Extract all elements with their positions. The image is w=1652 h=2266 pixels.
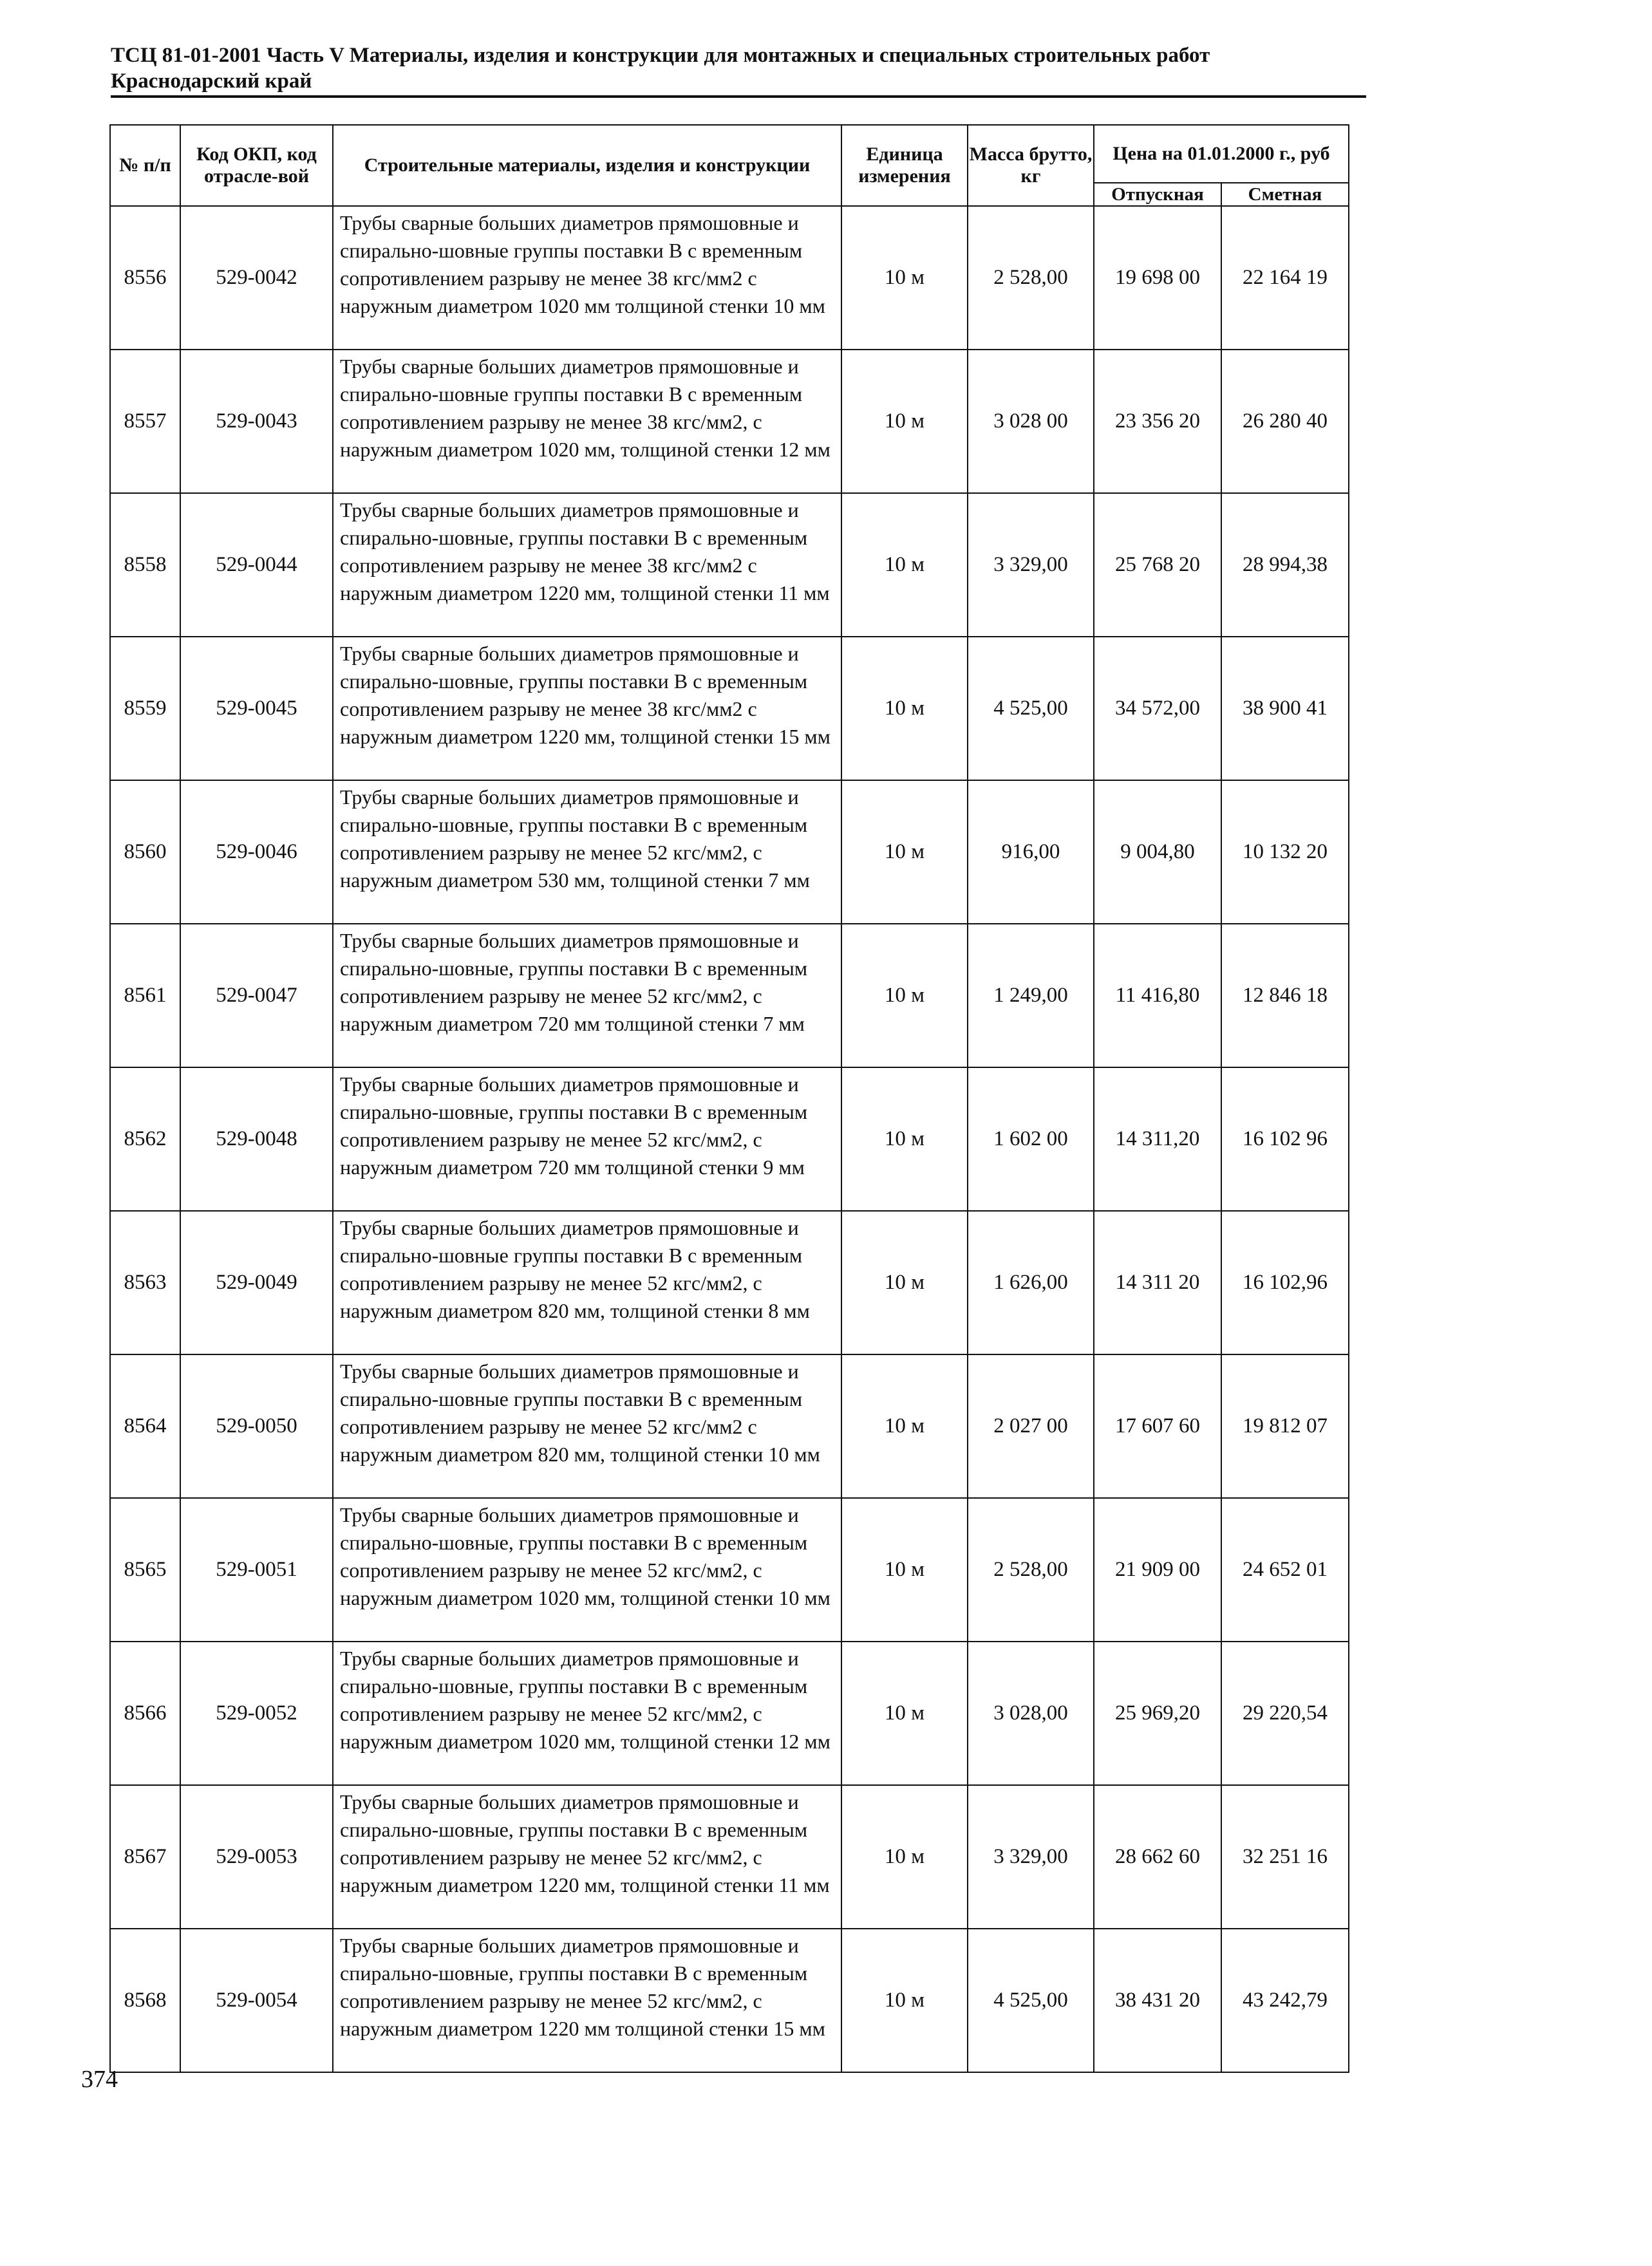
col-header-unit: Единица измерения [841,125,968,206]
cell-price-release: 14 311,20 [1094,1067,1221,1211]
cell-num: 8568 [110,1929,180,2072]
cell-price-estimate: 24 652 01 [1221,1498,1349,1642]
cell-num: 8563 [110,1211,180,1354]
cell-price-estimate: 16 102 96 [1221,1067,1349,1211]
cell-num: 8564 [110,1354,180,1498]
cell-unit: 10 м [841,780,968,924]
cell-price-estimate: 26 280 40 [1221,350,1349,493]
cell-description: Трубы сварные больших диаметров прямошовные и спирально-шовные, группы поставки В с временным сопротивлением разрыву не менее 52 кгс/мм2, с наружным диаметром 720 мм толщиной стенки 7 мм [333,924,841,1067]
cell-description: Трубы сварные больших диаметров прямошовные и спирально-шовные группы поставки В с временным сопротивлением разрыву не менее 52 кгс/мм2, с наружным диаметром 820 мм, толщиной стенки 8 мм [333,1211,841,1354]
cell-description: Трубы сварные больших диаметров прямошовные и спирально-шовные группы поставки В с временным сопротивлением разрыву не менее 52 кгс/мм2 с наружным диаметром 820 мм, толщиной стенки 10 мм [333,1354,841,1498]
cell-num: 8560 [110,780,180,924]
cell-price-release: 28 662 60 [1094,1785,1221,1929]
cell-price-estimate: 12 846 18 [1221,924,1349,1067]
table-row [110,1785,1349,1929]
col-header-num: № п/п [110,125,180,206]
cell-mass: 3 329,00 [968,493,1094,637]
region-title: Краснодарский край [111,70,312,93]
table-body [110,206,1349,2072]
cell-price-estimate: 22 164 19 [1221,206,1349,350]
cell-price-release: 25 768 20 [1094,493,1221,637]
cell-mass: 916,00 [968,780,1094,924]
cell-unit: 10 м [841,350,968,493]
col-header-name: Строительные материалы, изделия и конструкции [333,125,841,206]
price-table [109,124,1349,2073]
document-title: ТСЦ 81-01-2001 Часть V Материалы, изделия и конструкции для монтажных и специальных строительных работ [111,44,1210,67]
cell-price-estimate: 43 242,79 [1221,1929,1349,2072]
cell-unit: 10 м [841,1785,968,1929]
cell-code: 529-0042 [180,206,333,350]
cell-code: 529-0047 [180,924,333,1067]
cell-num: 8566 [110,1642,180,1785]
table-row [110,1354,1349,1498]
cell-num: 8557 [110,350,180,493]
col-header-code: Код ОКП, код отрасле-вой [180,125,333,206]
table-row [110,1498,1349,1642]
cell-mass: 1 602 00 [968,1067,1094,1211]
cell-price-release: 19 698 00 [1094,206,1221,350]
cell-code: 529-0050 [180,1354,333,1498]
cell-price-release: 9 004,80 [1094,780,1221,924]
cell-price-release: 11 416,80 [1094,924,1221,1067]
cell-price-estimate: 29 220,54 [1221,1642,1349,1785]
table-row [110,780,1349,924]
cell-unit: 10 м [841,1929,968,2072]
cell-mass: 2 528,00 [968,1498,1094,1642]
cell-code: 529-0048 [180,1067,333,1211]
cell-code: 529-0053 [180,1785,333,1929]
cell-description: Трубы сварные больших диаметров прямошовные и спирально-шовные, группы поставки В с временным сопротивлением разрыву не менее 52 кгс/мм2, с наружным диаметром 1220 мм толщиной стенки 15 мм [333,1929,841,2072]
col-header-price-release: Отпускная [1094,183,1221,206]
cell-code: 529-0046 [180,780,333,924]
cell-price-estimate: 10 132 20 [1221,780,1349,924]
cell-mass: 4 525,00 [968,637,1094,780]
cell-mass: 2 528,00 [968,206,1094,350]
col-header-price-estimate: Сметная [1221,183,1349,206]
cell-price-release: 23 356 20 [1094,350,1221,493]
cell-unit: 10 м [841,1067,968,1211]
cell-code: 529-0049 [180,1211,333,1354]
cell-description: Трубы сварные больших диаметров прямошовные и спирально-шовные группы поставки В с временным сопротивлением разрыву не менее 38 кгс/мм2 с наружным диаметром 1020 мм толщиной стенки 10 мм [333,206,841,350]
cell-unit: 10 м [841,637,968,780]
cell-description: Трубы сварные больших диаметров прямошовные и спирально-шовные, группы поставки В с временным сопротивлением разрыву не менее 38 кгс/мм2 с наружным диаметром 1220 мм, толщиной стенки 11 мм [333,493,841,637]
cell-price-estimate: 28 994,38 [1221,493,1349,637]
cell-mass: 1 249,00 [968,924,1094,1067]
cell-price-release: 14 311 20 [1094,1211,1221,1354]
table-row [110,350,1349,493]
cell-price-release: 34 572,00 [1094,637,1221,780]
cell-unit: 10 м [841,1211,968,1354]
table-row [110,1067,1349,1211]
cell-description: Трубы сварные больших диаметров прямошовные и спирально-шовные группы поставки В с временным сопротивлением разрыву не менее 38 кгс/мм2, с наружным диаметром 1020 мм, толщиной стенки 12 мм [333,350,841,493]
table-row [110,637,1349,780]
cell-mass: 3 329,00 [968,1785,1094,1929]
cell-num: 8556 [110,206,180,350]
cell-price-release: 25 969,20 [1094,1642,1221,1785]
cell-description: Трубы сварные больших диаметров прямошовные и спирально-шовные, группы поставки В с временным сопротивлением разрыву не менее 52 кгс/мм2, с наружным диаметром 1020 мм, толщиной стенки 12 мм [333,1642,841,1785]
cell-price-estimate: 32 251 16 [1221,1785,1349,1929]
cell-num: 8558 [110,493,180,637]
cell-mass: 4 525,00 [968,1929,1094,2072]
cell-code: 529-0045 [180,637,333,780]
cell-unit: 10 м [841,493,968,637]
col-header-mass: Масса брутто, кг [968,125,1094,206]
page-number: 374 [81,2066,118,2093]
cell-unit: 10 м [841,924,968,1067]
cell-mass: 3 028,00 [968,1642,1094,1785]
table-row [110,1642,1349,1785]
table-row [110,206,1349,350]
cell-code: 529-0052 [180,1642,333,1785]
table-header [110,125,1349,206]
cell-description: Трубы сварные больших диаметров прямошовные и спирально-шовные, группы поставки В с временным сопротивлением разрыву не менее 38 кгс/мм2 с наружным диаметром 1220 мм, толщиной стенки 15 мм [333,637,841,780]
cell-num: 8559 [110,637,180,780]
cell-price-estimate: 38 900 41 [1221,637,1349,780]
cell-price-release: 38 431 20 [1094,1929,1221,2072]
cell-mass: 2 027 00 [968,1354,1094,1498]
cell-description: Трубы сварные больших диаметров прямошовные и спирально-шовные, группы поставки В с временным сопротивлением разрыву не менее 52 кгс/мм2, с наружным диаметром 530 мм, толщиной стенки 7 мм [333,780,841,924]
header-divider [111,95,1366,98]
table-row [110,924,1349,1067]
cell-num: 8562 [110,1067,180,1211]
cell-num: 8567 [110,1785,180,1929]
table-row [110,493,1349,637]
cell-unit: 10 м [841,206,968,350]
cell-price-estimate: 19 812 07 [1221,1354,1349,1498]
table-row [110,1211,1349,1354]
cell-num: 8561 [110,924,180,1067]
cell-mass: 3 028 00 [968,350,1094,493]
col-header-price-group: Цена на 01.01.2000 г., руб [1094,125,1349,183]
cell-num: 8565 [110,1498,180,1642]
cell-code: 529-0051 [180,1498,333,1642]
cell-unit: 10 м [841,1642,968,1785]
cell-mass: 1 626,00 [968,1211,1094,1354]
cell-code: 529-0044 [180,493,333,637]
cell-price-release: 17 607 60 [1094,1354,1221,1498]
cell-unit: 10 м [841,1498,968,1642]
cell-description: Трубы сварные больших диаметров прямошовные и спирально-шовные, группы поставки В с временным сопротивлением разрыву не менее 52 кгс/мм2, с наружным диаметром 1020 мм, толщиной стенки 10 мм [333,1498,841,1642]
running-header [111,42,1366,94]
cell-description: Трубы сварные больших диаметров прямошовные и спирально-шовные, группы поставки В с временным сопротивлением разрыву не менее 52 кгс/мм2, с наружным диаметром 720 мм толщиной стенки 9 мм [333,1067,841,1211]
cell-code: 529-0043 [180,350,333,493]
cell-price-release: 21 909 00 [1094,1498,1221,1642]
cell-code: 529-0054 [180,1929,333,2072]
cell-price-estimate: 16 102,96 [1221,1211,1349,1354]
cell-unit: 10 м [841,1354,968,1498]
table-row [110,1929,1349,2072]
cell-description: Трубы сварные больших диаметров прямошовные и спирально-шовные, группы поставки В с временным сопротивлением разрыву не менее 52 кгс/мм2, с наружным диаметром 1220 мм, толщиной стенки 11 мм [333,1785,841,1929]
